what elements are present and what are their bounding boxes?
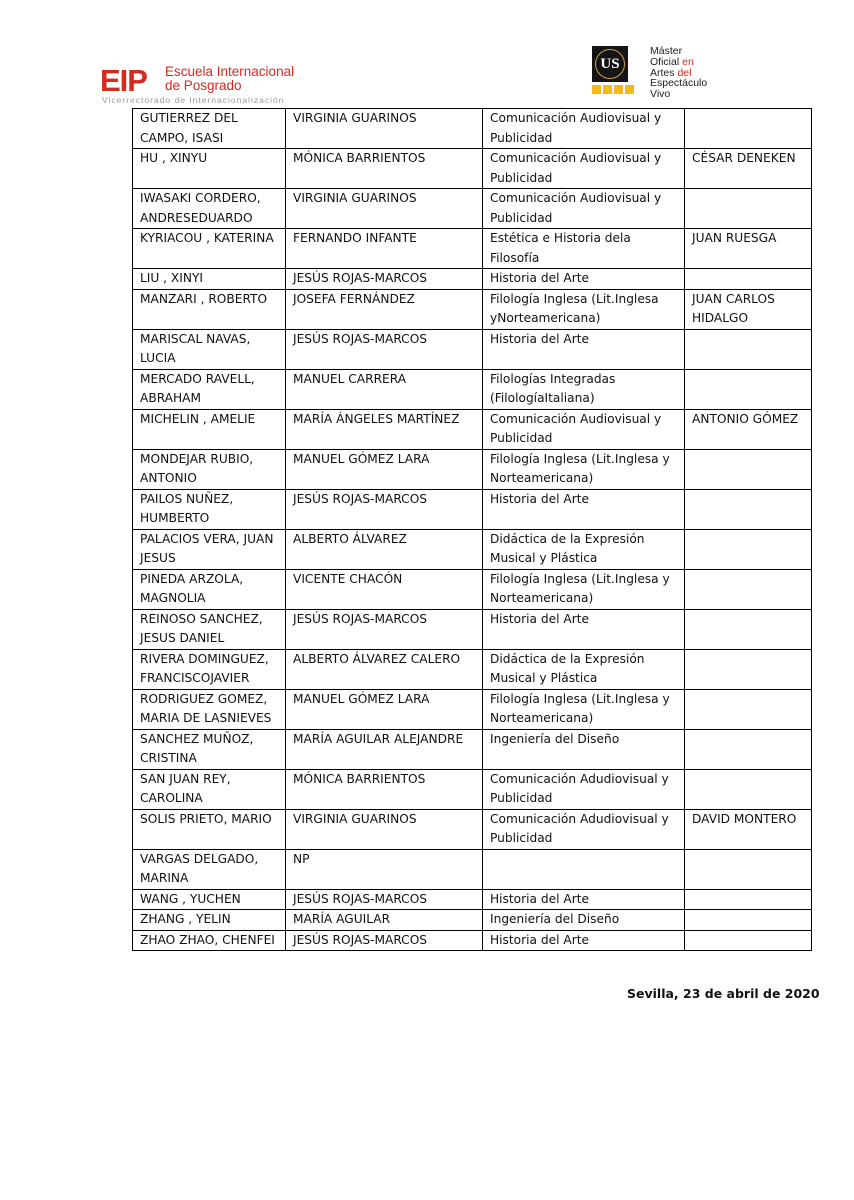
department-cell: Ingeniería del Diseño: [483, 729, 685, 769]
student-name-cell: VARGAS DELGADO, MARINA: [133, 849, 286, 889]
cotutor-cell: [685, 849, 812, 889]
tutor-cell: MÓNICA BARRIENTOS: [286, 149, 483, 189]
tutor-cell: JOSEFA FERNÁNDEZ: [286, 289, 483, 329]
cotutor-cell: [685, 529, 812, 569]
department-cell: Comunicación Adudiovisual y Publicidad: [483, 769, 685, 809]
table-row: [133, 109, 812, 149]
student-name-cell: SAN JUAN REY, CAROLINA: [133, 769, 286, 809]
department-cell: Didáctica de la Expresión Musical y Plástica: [483, 649, 685, 689]
table-row: [133, 369, 812, 409]
students-table: [132, 108, 812, 951]
cotutor-cell: [685, 189, 812, 229]
cotutor-cell: [685, 930, 812, 951]
cotutor-cell: [685, 729, 812, 769]
table-row: [133, 529, 812, 569]
cotutor-cell: DAVID MONTERO: [685, 809, 812, 849]
tutor-cell: JESÚS ROJAS-MARCOS: [286, 489, 483, 529]
eip-logo-subtitle: Vicerrectorado de Internacionalización: [102, 95, 285, 105]
tutor-cell: JESÚS ROJAS-MARCOS: [286, 889, 483, 910]
university-seal-icon: [592, 46, 628, 82]
cotutor-cell: [685, 109, 812, 149]
tutor-cell: JESÚS ROJAS-MARCOS: [286, 609, 483, 649]
master-logo-title: [650, 46, 707, 100]
student-name-cell: IWASAKI CORDERO, ANDRESEDUARDO: [133, 189, 286, 229]
department-cell: Historia del Arte: [483, 889, 685, 910]
eip-logo-name-line1: Escuela Internacional: [165, 64, 295, 79]
table-row: [133, 229, 812, 269]
table-row: [133, 769, 812, 809]
master-logo-line5: Vivo: [650, 88, 671, 101]
department-cell: Filología Inglesa (Lit.Inglesa y Norteamericana): [483, 569, 685, 609]
cotutor-cell: [685, 489, 812, 529]
tutor-cell: MARÍA AGUILAR ALEJANDRE: [286, 729, 483, 769]
cotutor-cell: [685, 449, 812, 489]
table-row: [133, 849, 812, 889]
tutor-cell: MANUEL GÓMEZ LARA: [286, 449, 483, 489]
table-row: [133, 649, 812, 689]
cotutor-cell: [685, 269, 812, 290]
master-logo-line2-a: Oficial: [650, 55, 680, 68]
cotutor-cell: ANTONIO GÓMEZ: [685, 409, 812, 449]
tutor-cell: JESÚS ROJAS-MARCOS: [286, 269, 483, 290]
table-row: [133, 149, 812, 189]
master-logo-line3-b: del: [677, 66, 692, 79]
gold-squares-icon: [592, 85, 642, 97]
place-date-signature: Sevilla, 23 de abril de 2020: [627, 986, 820, 1001]
cotutor-cell: [685, 649, 812, 689]
tutor-cell: ALBERTO ÁLVAREZ CALERO: [286, 649, 483, 689]
master-logo-line1: Máster: [650, 45, 683, 57]
department-cell: Ingeniería del Diseño: [483, 910, 685, 931]
cotutor-cell: [685, 889, 812, 910]
department-cell: Filología Inglesa (Lit.Inglesa y Norteamericana): [483, 689, 685, 729]
cotutor-cell: [685, 569, 812, 609]
department-cell: Comunicación Audiovisual y Publicidad: [483, 409, 685, 449]
tutor-cell: MARÍA AGUILAR: [286, 910, 483, 931]
university-seal-text: US: [600, 56, 620, 72]
master-logo-line4: Espectáculo: [650, 77, 708, 90]
eip-logo-mark: EIP: [100, 63, 147, 98]
table-row: [133, 329, 812, 369]
department-cell: Filologías Integradas (FilologíaItaliana): [483, 369, 685, 409]
student-name-cell: RODRIGUEZ GOMEZ, MARIA DE LASNIEVES: [133, 689, 286, 729]
student-name-cell: SANCHEZ MUÑOZ, CRISTINA: [133, 729, 286, 769]
tutor-cell: JESÚS ROJAS-MARCOS: [286, 930, 483, 951]
cotutor-cell: JUAN RUESGA: [685, 229, 812, 269]
department-cell: Historia del Arte: [483, 930, 685, 951]
tutor-cell: VICENTE CHACÓN: [286, 569, 483, 609]
table-row: [133, 809, 812, 849]
department-cell: Filología Inglesa (Lit.Inglesa yNorteamericana): [483, 289, 685, 329]
tutor-cell: MÓNICA BARRIENTOS: [286, 769, 483, 809]
table-row: [133, 569, 812, 609]
master-logo-line2-b: en: [682, 55, 694, 68]
student-name-cell: PINEDA ARZOLA, MAGNOLIA: [133, 569, 286, 609]
table-row: [133, 449, 812, 489]
department-cell: Comunicación Audiovisual y Publicidad: [483, 109, 685, 149]
table-row: [133, 689, 812, 729]
student-name-cell: GUTIERREZ DEL CAMPO, ISASI: [133, 109, 286, 149]
department-cell: Didáctica de la Expresión Musical y Plástica: [483, 529, 685, 569]
student-name-cell: ZHANG , YELIN: [133, 910, 286, 931]
table-row: [133, 609, 812, 649]
student-name-cell: ZHAO ZHAO, CHENFEI: [133, 930, 286, 951]
cotutor-cell: [685, 769, 812, 809]
student-name-cell: MARISCAL NAVAS, LUCIA: [133, 329, 286, 369]
tutor-cell: JESÚS ROJAS-MARCOS: [286, 329, 483, 369]
student-name-cell: MERCADO RAVELL, ABRAHAM: [133, 369, 286, 409]
department-cell: Historia del Arte: [483, 489, 685, 529]
eip-logo-name: [165, 65, 294, 93]
table-row: [133, 930, 812, 951]
cotutor-cell: [685, 329, 812, 369]
student-name-cell: PALACIOS VERA, JUAN JESUS: [133, 529, 286, 569]
tutor-cell: VIRGINIA GUARINOS: [286, 189, 483, 229]
tutor-cell: VIRGINIA GUARINOS: [286, 809, 483, 849]
cotutor-cell: [685, 609, 812, 649]
department-cell: Comunicación Audiovisual y Publicidad: [483, 189, 685, 229]
gold-square: [614, 85, 623, 94]
table-row: [133, 889, 812, 910]
cotutor-cell: [685, 910, 812, 931]
table-row: [133, 729, 812, 769]
tutor-cell: MANUEL CARRERA: [286, 369, 483, 409]
cotutor-cell: [685, 369, 812, 409]
department-cell: Historia del Arte: [483, 269, 685, 290]
department-cell: Estética e Historia dela Filosofía: [483, 229, 685, 269]
cotutor-cell: [685, 689, 812, 729]
student-name-cell: REINOSO SANCHEZ, JESUS DANIEL: [133, 609, 286, 649]
gold-square: [592, 85, 601, 94]
table-row: [133, 269, 812, 290]
student-name-cell: KYRIACOU , KATERINA: [133, 229, 286, 269]
cotutor-cell: JUAN CARLOS HIDALGO: [685, 289, 812, 329]
gold-square: [625, 85, 634, 94]
student-name-cell: PAILOS NUÑEZ, HUMBERTO: [133, 489, 286, 529]
tutor-cell: VIRGINIA GUARINOS: [286, 109, 483, 149]
student-name-cell: WANG , YUCHEN: [133, 889, 286, 910]
tutor-cell: MARÍA ÁNGELES MARTÍNEZ: [286, 409, 483, 449]
table-row: [133, 289, 812, 329]
department-cell: Comunicación Adudiovisual y Publicidad: [483, 809, 685, 849]
student-name-cell: HU , XINYU: [133, 149, 286, 189]
gold-square: [603, 85, 612, 94]
table-row: [133, 189, 812, 229]
master-logo-line3-a: Artes: [650, 66, 675, 79]
student-name-cell: MICHELIN , AMELIE: [133, 409, 286, 449]
student-name-cell: LIU , XINYI: [133, 269, 286, 290]
table-row: [133, 489, 812, 529]
department-cell: Historia del Arte: [483, 609, 685, 649]
department-cell: [483, 849, 685, 889]
eip-logo-name-line2: de Posgrado: [165, 78, 242, 93]
student-name-cell: RIVERA DOMINGUEZ, FRANCISCOJAVIER: [133, 649, 286, 689]
student-name-cell: SOLIS PRIETO, MARIO: [133, 809, 286, 849]
tutor-cell: MANUEL GÓMEZ LARA: [286, 689, 483, 729]
tutor-cell: NP: [286, 849, 483, 889]
department-cell: Historia del Arte: [483, 329, 685, 369]
department-cell: Comunicación Audiovisual y Publicidad: [483, 149, 685, 189]
table-row: [133, 409, 812, 449]
eip-logo: [100, 62, 300, 106]
student-name-cell: MONDEJAR RUBIO, ANTONIO: [133, 449, 286, 489]
tutor-cell: FERNANDO INFANTE: [286, 229, 483, 269]
department-cell: Filología Inglesa (Lit.Inglesa y Norteamericana): [483, 449, 685, 489]
student-name-cell: MANZARI , ROBERTO: [133, 289, 286, 329]
students-table-body: [133, 109, 812, 951]
master-logo: [592, 46, 722, 100]
tutor-cell: ALBERTO ÁLVAREZ: [286, 529, 483, 569]
cotutor-cell: CÉSAR DENEKEN: [685, 149, 812, 189]
table-row: [133, 910, 812, 931]
